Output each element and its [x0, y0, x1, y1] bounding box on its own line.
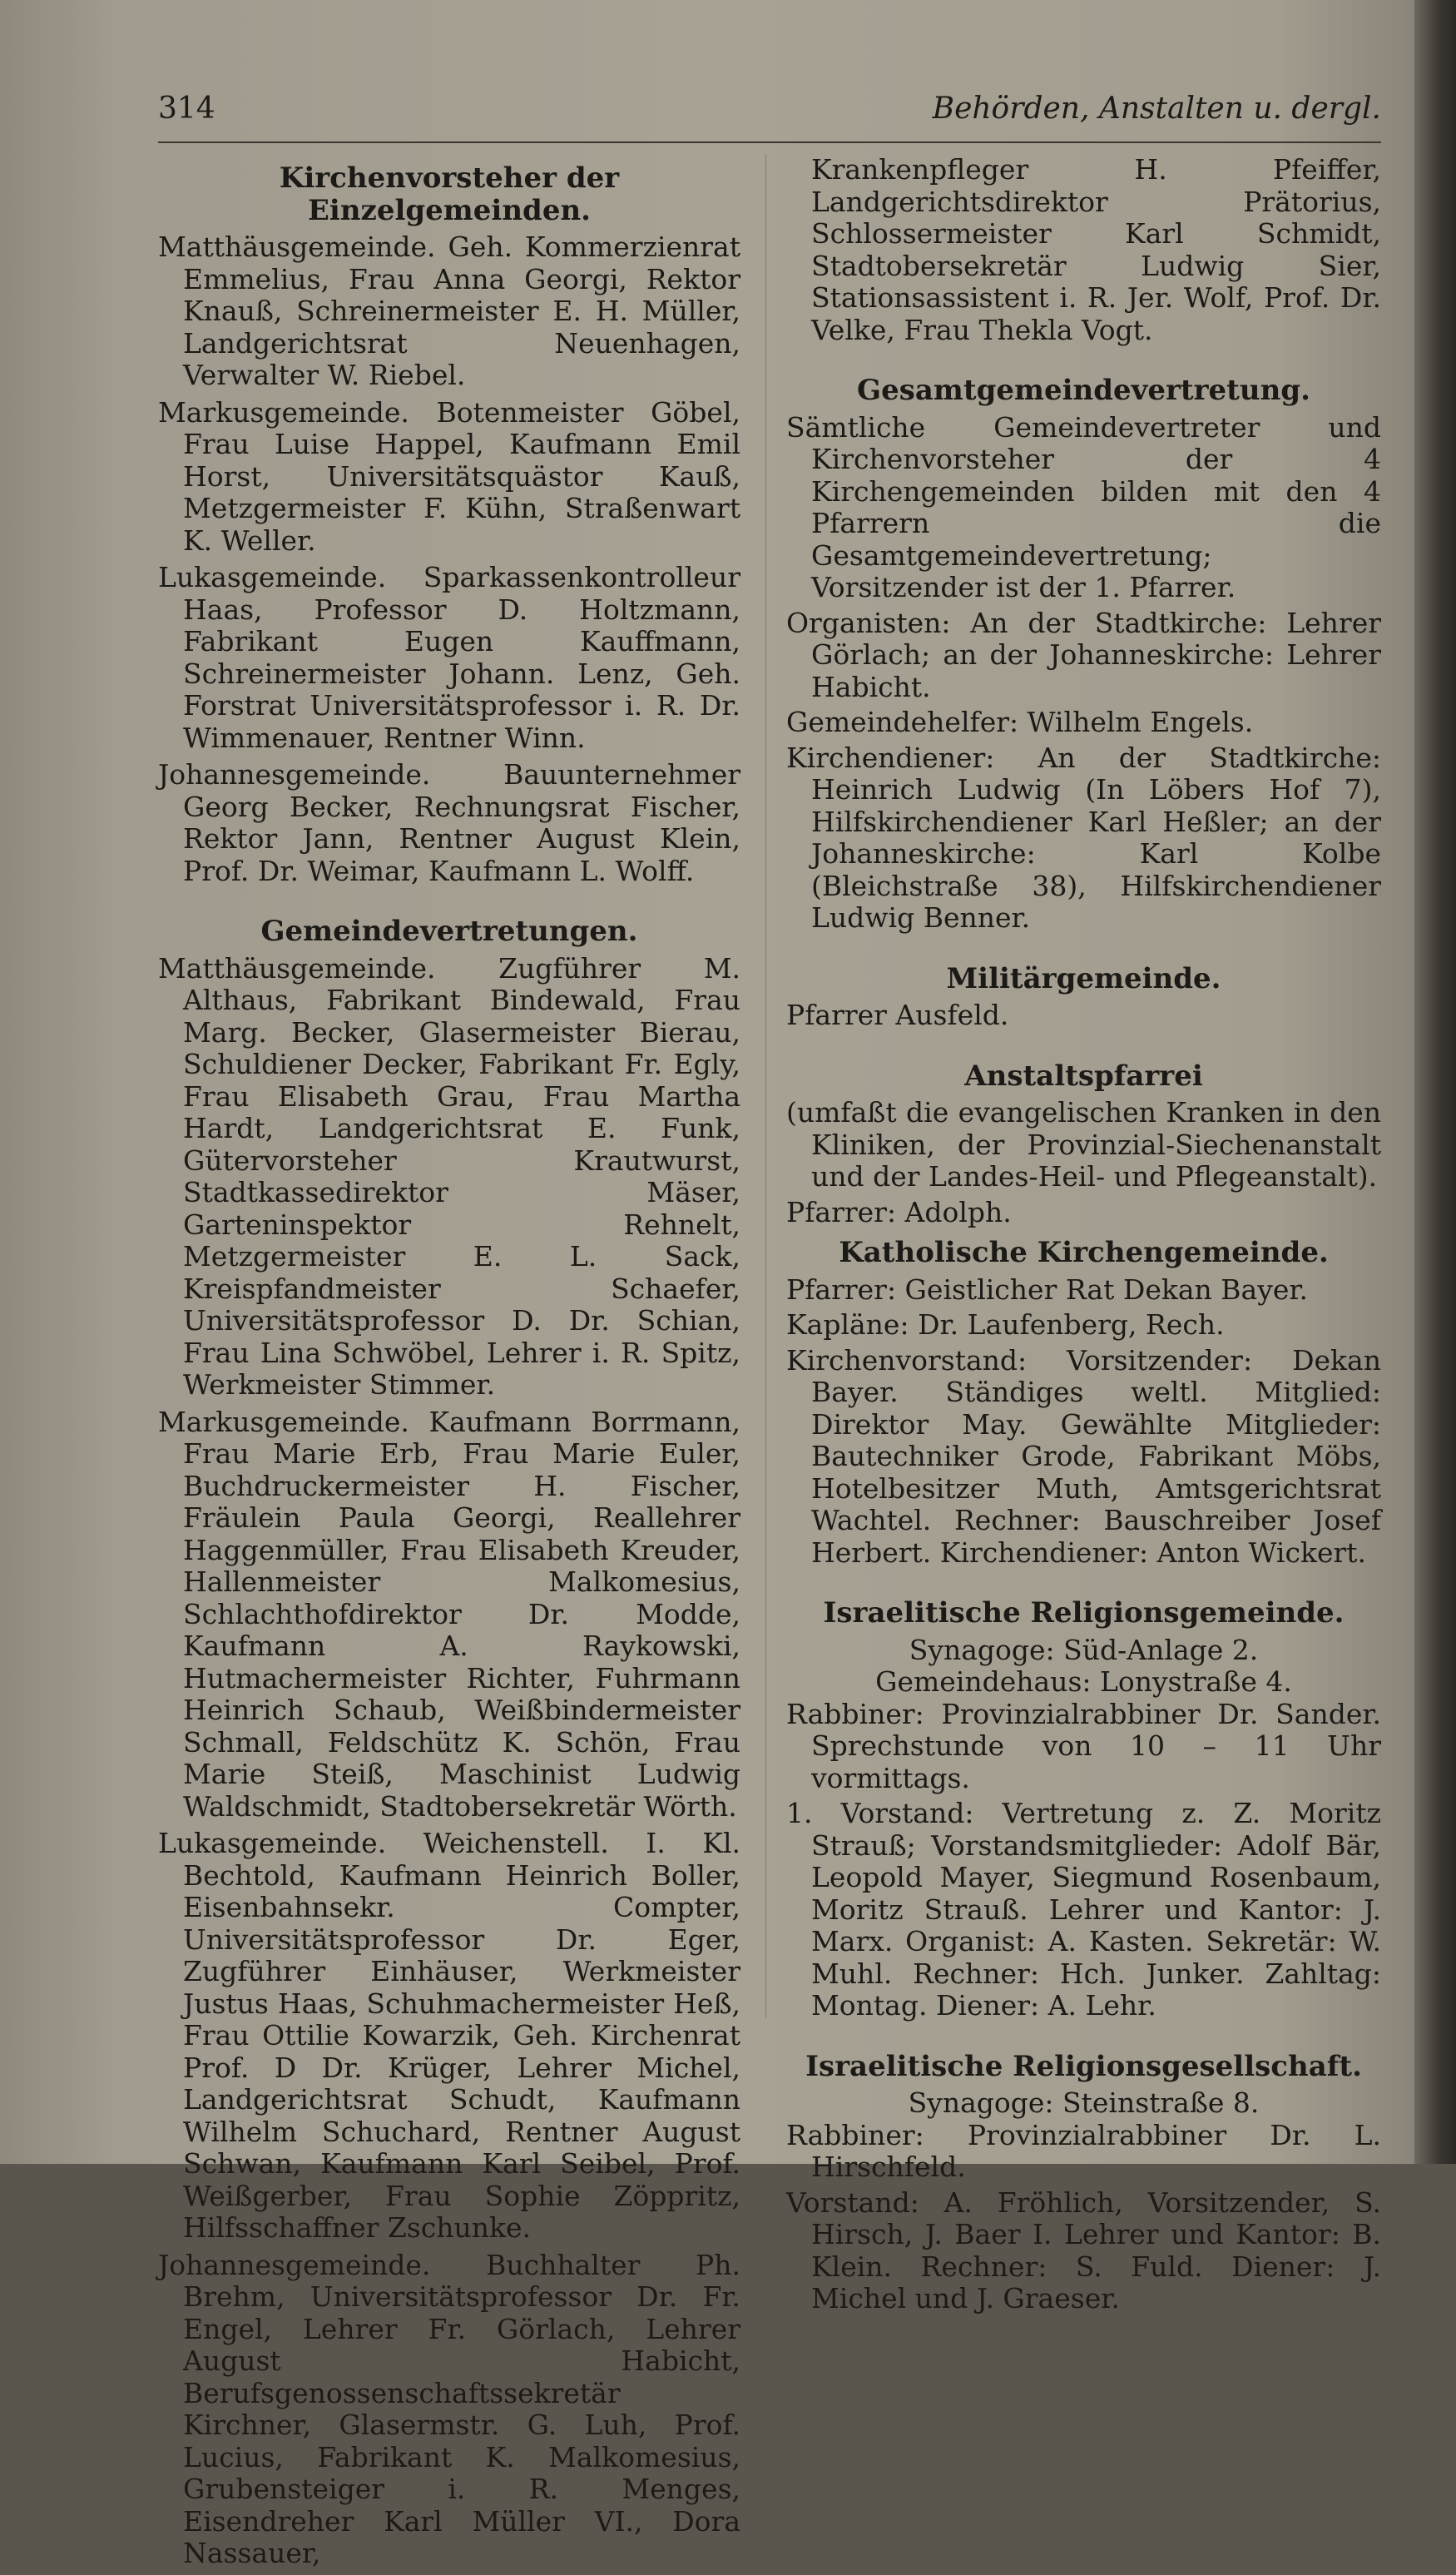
militaer-paragraph: Pfarrer Ausfeld.: [786, 999, 1009, 1031]
right-column: [786, 154, 1381, 2319]
kirchendiener-paragraph: Kirchendiener: An der Stadtkirche: Heinrich Ludwig (In Löbers Hof 7), Hilfskirchendiener Karl Heßler; an der Johanneskirche: Karl Kolbe (Bleichstraße 38), Hilfskirchendiener Ludwig Benner.: [786, 741, 1381, 934]
isr2-rabbiner: Rabbiner: Provinzialrabbiner Dr. L. Hirschfeld.: [786, 2118, 1381, 2183]
section-heading-katholische: Katholische Kirchengemeinde.: [839, 1236, 1329, 1269]
running-title: Behörden, Anstalten u. dergl.: [932, 92, 1381, 126]
isr2-vorstand: Vorstand: A. Fröhlich, Vorsitzender, S. Hirsch, J. Baer I. Lehrer und Kantor: B. Klein. Rechner: S. Fuld. Diener: J. Michel und J. Graeser.: [786, 2186, 1381, 2315]
book-spine-shadow: [1414, 0, 1456, 2164]
organisten-paragraph: Organisten: An der Stadtkirche: Lehrer Görlach; an der Johanneskirche: Lehrer Habicht.: [786, 606, 1381, 703]
page-header: [158, 92, 1381, 143]
gemeindehaus-address: Gemeindehaus: Lonystraße 4.: [875, 1665, 1292, 1698]
kath-kirchenvorstand: Kirchenvorstand: Vorsitzender: Dekan Bayer. Ständiges weltl. Mitglied: Direktor May. Gewählte Mitglieder: Bautechniker Grode, Fabrikant Möbs, Hotelbesitzer Muth, Amtsgerichtsrat Wachtel. Rechner: Bauschreiber Josef Herbert. Kirchendiener: Anton Wickert.: [786, 1343, 1381, 1569]
synagoge-address: Synagoge: Süd-Anlage 2.: [909, 1633, 1259, 1666]
entry-markus-kv: Markusgemeinde. Botenmeister Göbel, Frau Luise Happel, Kaufmann Emil Horst, Universitätsquästor Kauß, Metzgermeister F. Kühn, Straßenwart K. Weller.: [158, 395, 740, 557]
section-heading-militaergemeinde: Militärgemeinde.: [946, 961, 1221, 995]
gesamt-paragraph: Sämtliche Gemeindevertreter und Kirchenvorsteher der 4 Kirchengemeinden bilden mit den 4 Pfarrern die Gesamtgemeindevertretung; Vorsitzender ist der 1. Pfarrer.: [786, 410, 1381, 603]
section-heading-gemeindevertretungen: Gemeindevertretungen.: [260, 915, 638, 948]
entry-matthaeus-gv: Matthäusgemeinde. Zugführer M. Althaus, Fabrikant Bindewald, Frau Marg. Becker, Glasermeister Bierau, Schuldiener Decker, Fabrikant Fr. Egly, Frau Elisabeth Grau, Frau Martha Hardt, Landgerichtsrat E. Funk, Gütervorsteher Krautwurst, Stadtkassedirektor Mäser, Garteninspektor Rehnelt, Metzgermeister E. L. Sack, Kreispfandmeister Schaefer, Universitätsprofessor D. Dr. Schian, Frau Lina Schwöbel, Lehrer i. R. Spitz, Werkmeister Stimmer.: [158, 951, 740, 1401]
column-divider: [765, 154, 766, 2018]
page-number: 314: [158, 92, 215, 126]
kath-pfarrer: Pfarrer: Geistlicher Rat Dekan Bayer.: [786, 1273, 1308, 1306]
entry-lukas-gv: Lukasgemeinde. Weichenstell. I. Kl. Bechtold, Kaufmann Heinrich Boller, Eisenbahnsekr. Compter, Universitätsprofessor Dr. Eger, Zugführer Einhäuser, Werkmeister Justus Haas, Schuhmachermeister Heß, Frau Ottilie Kowarzik, Geh. Kirchenrat Prof. D Dr. Krüger, Lehrer Michel, Landgerichtsrat Schudt, Kaufmann Wilhelm Schuchard, Rentner August Schwan, Kaufmann Karl Seibel, Prof. Weißgerber, Frau Sophie Zöppritz, Hilfsschaffner Zschunke.: [158, 1827, 740, 2244]
entry-johannes-kv: Johannesgemeinde. Bauunternehmer Georg Becker, Rechnungsrat Fischer, Rektor Jann, Rentner August Klein, Prof. Dr. Weimar, Kaufmann L. Wolff.: [158, 758, 740, 887]
section-heading-israelitische-gesellschaft: Israelitische Religionsgesellschaft.: [805, 2049, 1362, 2083]
section-heading-anstaltspfarrei: Anstaltspfarrei: [964, 1059, 1203, 1093]
left-column: [158, 154, 740, 2575]
anstalt-pfarrer: Pfarrer: Adolph.: [786, 1195, 1012, 1228]
entry-johannes-gv: Johannesgemeinde. Buchhalter Ph. Brehm, Universitätsprofessor Dr. Fr. Engel, Lehrer Fr. Görlach, Lehrer August Habicht, Berufsgenossenschaftssekretär Kirchner, Glasermstr. G. Luh, Prof. Lucius, Fabrikant K. Malkomesius, Grubensteiger i. R. Menges, Eisendreher Karl Müller VI., Dora Nassauer,: [158, 2248, 740, 2569]
gemeindehelfer-paragraph: Gemeindehelfer: Wilhelm Engels.: [786, 706, 1254, 738]
entry-lukas-kv: Lukasgemeinde. Sparkassenkontrolleur Haas, Professor D. Holtzmann, Fabrikant Eugen Kauffmann, Schreinermeister Johann. Lenz, Geh. Forstrat Universitätsprofessor i. R. Dr. Wimmenauer, Rentner Winn.: [158, 561, 740, 754]
kath-kaplaene: Kapläne: Dr. Laufenberg, Rech.: [786, 1308, 1225, 1341]
continuation-text: Krankenpfleger H. Pfeiffer, Landgerichtsdirektor Prätorius, Schlossermeister Karl Schmidt, Stadtobersekretär Ludwig Sier, Stationsassistent i. R. Jer. Wolf, Prof. Dr. Velke, Frau Thekla Vogt.: [811, 153, 1381, 346]
isr1-rabbiner: Rabbiner: Provinzialrabbiner Dr. Sander. Sprechstunde von 10 – 11 Uhr vormittags.: [786, 1697, 1381, 1794]
entry-matthaeus-kv: Matthäusgemeinde. Geh. Kommerzienrat Emmelius, Frau Anna Georgi, Rektor Knauß, Schreinermeister E. H. Müller, Landgerichtsrat Neuenhagen, Verwalter W. Riebel.: [158, 231, 740, 391]
section-heading-kirchenvorsteher: Kirchenvorsteher der Einzelgemeinden.: [279, 161, 620, 227]
section-heading-gesamtgemeindevertretung: Gesamtgemeindevertretung.: [857, 374, 1310, 407]
entry-markus-gv: Markusgemeinde. Kaufmann Borrmann, Frau Marie Erb, Frau Marie Euler, Buchdruckermeister H. Fischer, Fräulein Paula Georgi, Reallehrer Haggenmüller, Frau Elisabeth Kreuder, Hallenmeister Malkomesius, Schlachthofdirektor Dr. Modde, Kaufmann A. Raykowski, Hutmachermeister Richter, Fuhrmann Heinrich Schaub, Weißbindermeister Schmall, Feldschütz K. Schön, Frau Marie Steiß, Maschinist Ludwig Waldschmidt, Stadtobersekretär Wörth.: [158, 1405, 740, 1823]
section-heading-israelitische-gemeinde: Israelitische Religionsgemeinde.: [823, 1596, 1345, 1630]
synagoge2-address: Synagoge: Steinstraße 8.: [908, 2086, 1260, 2119]
isr1-vorstand: 1. Vorstand: Vertretung z. Z. Moritz Strauß; Vorstandsmitglieder: Adolf Bär, Leopold Mayer, Siegmund Rosenbaum, Moritz Strauß. Lehrer und Kantor: J. Marx. Organist: A. Kasten. Sekretär: W. Muhl. Rechner: Hch. Junker. Zahltag: Montag. Diener: A. Lehr.: [786, 1797, 1381, 2022]
anstalt-paragraph: (umfaßt die evangelischen Kranken in den Kliniken, der Provinzial-Siechenanstalt und der Landes-Heil- und Pflegeanstalt).: [786, 1096, 1381, 1193]
